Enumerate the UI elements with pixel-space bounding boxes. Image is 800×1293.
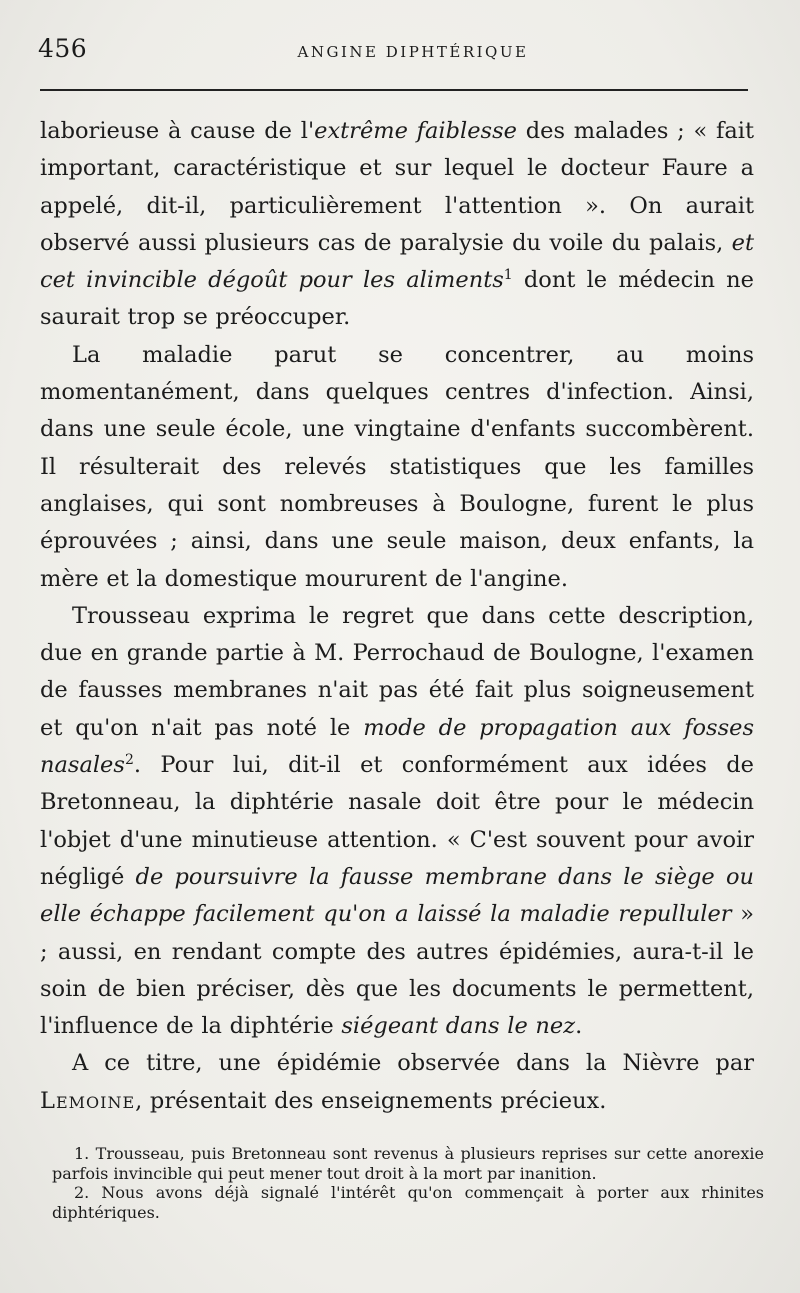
p3-italic-1: mode de propagation aux fosses nasales	[40, 714, 755, 779]
p3-text-1: Trousseau exprima le regret que dans cette description, due en grande partie à M. Perrochaud de Boulogne, l'examen de fausses membranes n'ait pas été fait plus soigneusement et qu'on n'ait pas noté le	[40, 602, 754, 741]
p1-text-2: des malades ; « fait important, caractéristique et sur lequel le docteur Faure a appelé, dit-il, particulièrement l'attention ». On aurait observé aussi plusieurs cas de paralysie du voile du palais,	[40, 118, 755, 256]
footnote-1: 1. Trousseau, puis Bretonneau sont revenus à plusieurs reprises sur cette anorexie parfois invincible qui peut mener tout droit à la mort par inanition.	[52, 1144, 764, 1183]
p3-text-3: » ; aussi, en rendant compte des autres épidémies, aura-t-il le soin de bien préciser, dès que les documents le permettent, l'influence de la diphtérie	[40, 901, 754, 1040]
page-number: 456	[38, 34, 88, 63]
footnotes	[52, 1144, 764, 1222]
footnote-ref-1: 1	[503, 267, 513, 284]
p1-text-3: dont le médecin ne saurait trop se préoccuper.	[40, 267, 754, 331]
paragraph-2: La maladie parut se concentrer, au moins momentanément, dans quelques centres d'infection. Ainsi, dans une seule école, une vingtaine d'enfants succombèrent. Il résulterait des relevés statistiques que les familles anglaises, qui sont nombreuses à Boulogne, furent le plus éprouvées ; ainsi, dans une seule maison, deux enfants, la mère et la domestique moururent de l'angine.	[40, 341, 754, 592]
author-name: Lemoine	[40, 1087, 136, 1114]
paragraph-4	[40, 1045, 754, 1120]
p3-italic-2: de poursuivre la fausse membrane dans le siège ou elle échappe facilement qu'on a laissé la maladie repulluler	[40, 863, 754, 928]
running-head: ANGINE DIPHTÉRIQUE	[297, 43, 529, 61]
footnote-ref-2: 2	[124, 752, 134, 769]
p4-text-2: , présentait des enseignements précieux.	[135, 1087, 607, 1114]
header-rule	[40, 89, 748, 91]
footnote-2: 2. Nous avons déjà signalé l'intérêt qu'on commençait à porter aux rhinites diphtériques.	[52, 1183, 764, 1222]
p1-text-1: laborieuse à cause de l'	[40, 118, 315, 144]
paragraph-3	[40, 598, 754, 1046]
p1-italic-2: et cet invincible dégoût pour les aliments	[40, 229, 754, 294]
page-header	[38, 34, 748, 68]
p3-text-2: . Pour lui, dit-il et conformément aux idées de Bretonneau, la diphtérie nasale doit être pour le médecin l'objet d'une minutieuse attention. « C'est souvent pour avoir négligé	[40, 752, 754, 890]
p1-italic-1: extrême faiblesse	[314, 118, 517, 144]
p3-text-4: .	[575, 1013, 583, 1040]
body-text	[40, 113, 754, 1120]
p4-text-1: A ce titre, une épidémie observée dans la Nièvre par	[72, 1050, 754, 1077]
paragraph-1	[40, 113, 754, 337]
p3-italic-3: siégeant dans le nez	[341, 1013, 576, 1040]
